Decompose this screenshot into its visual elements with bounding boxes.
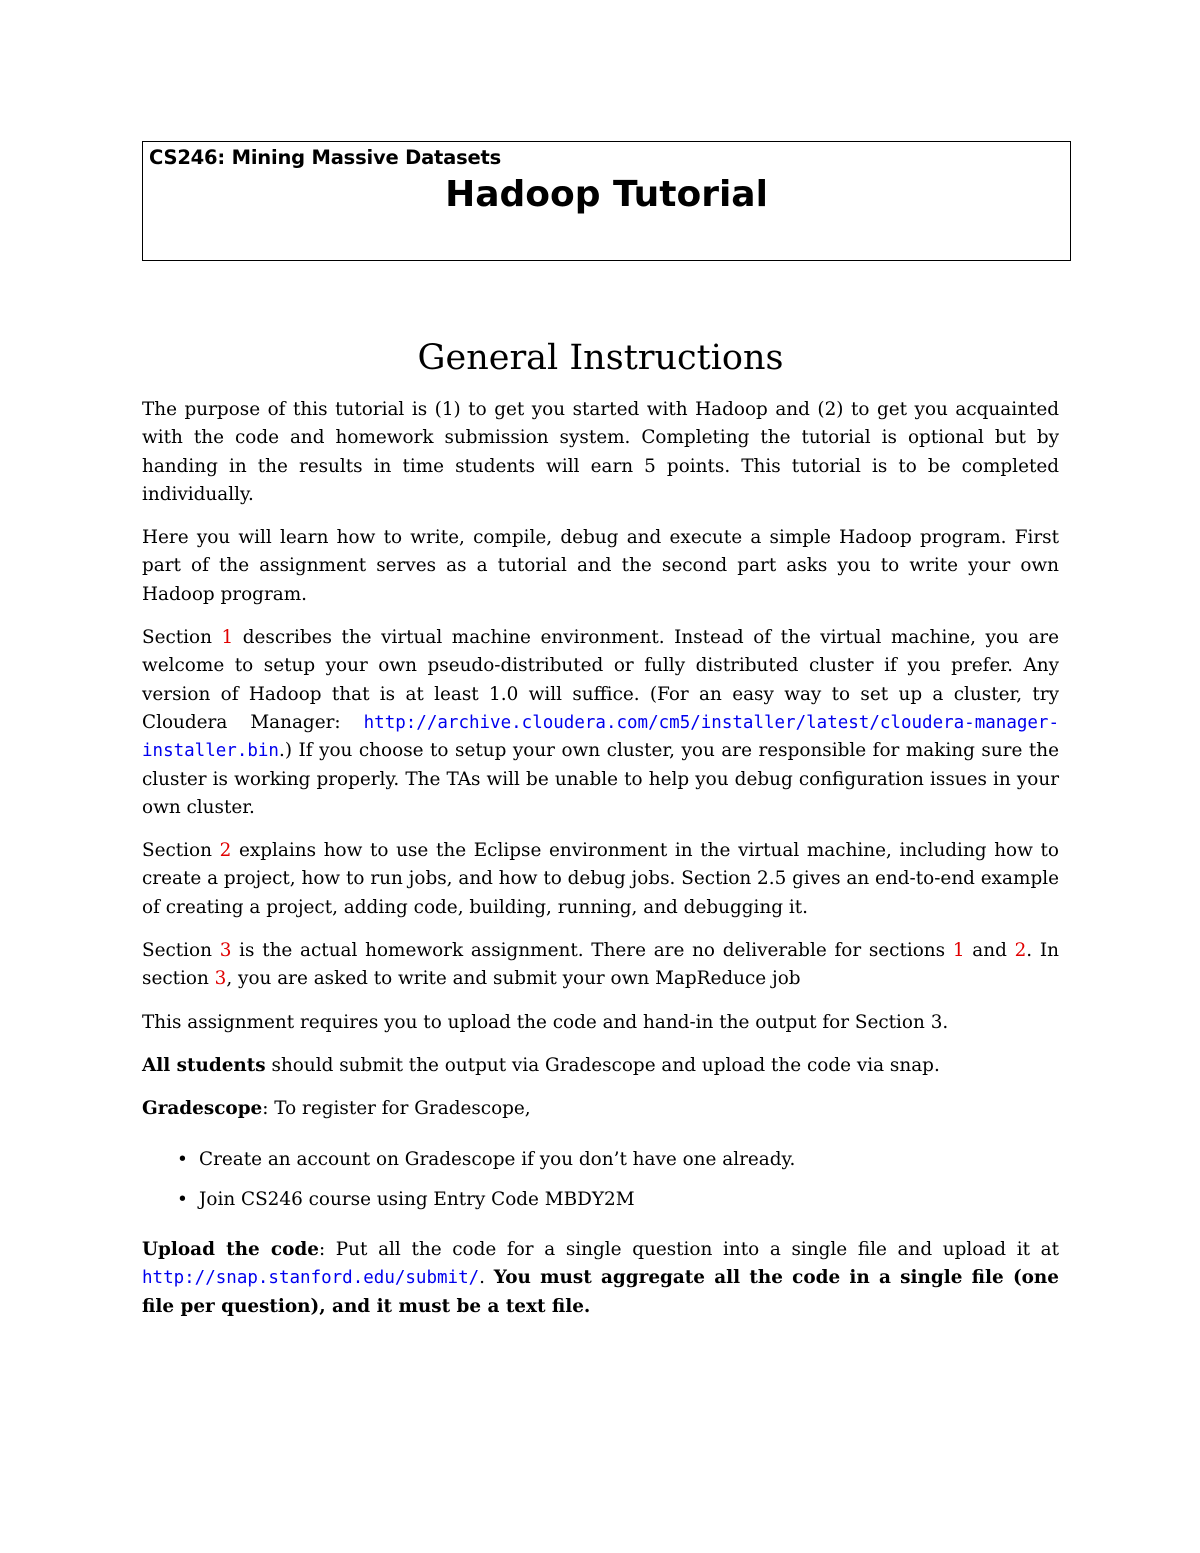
- paragraph-section1: Section 1 describes the virtual machine environment. Instead of the virtual machine, you are welcome to setup your own pseudo-distributed or fully distributed cluster if you prefer. Any version of Hadoop that is at least 1.0 will suffice. (For an easy way to set up a cluster, try Cloudera Manager: http://archive.cloudera.com/cm5/installer/latest/cloudera-manager-installer.bin.) If you choose to setup your own cluster, you are responsible for making sure the cluster is working properly. The TAs will be unable to help you debug configuration issues in your own cluster.: [142, 627, 1059, 818]
- paragraph-students: All students should submit the output via Gradescope and upload the code via snap.: [142, 1054, 940, 1076]
- section-heading: General Instructions: [417, 338, 784, 379]
- paragraph-gradescope: Gradescope: To register for Gradescope,: [142, 1098, 531, 1120]
- section-ref-link[interactable]: 1: [952, 940, 965, 962]
- paragraph-purpose: The purpose of this tutorial is (1) to get you started with Hadoop and (2) to get you acquainted with the code and homework submission system. Completing the tutorial is optional but by handing in the results in time students will earn 5 points. This tutorial is to be completed individually.: [142, 399, 1059, 505]
- paragraph-section2: Section 2 explains how to use the Eclipse environment in the virtual machine, including how to create a project, how to run jobs, and how to debug jobs. Section 2.5 gives an end-to-end example of creating a project, adding code, building, running, and debugging it.: [142, 840, 1059, 918]
- paragraph-upload: Upload the code: Put all the code for a single question into a single file and upload it at http://snap.stanford.edu/submit/. You must aggregate all the code in a single file (one file per question), and it must be a text file.: [142, 1239, 1060, 1317]
- paragraph-learn: Here you will learn how to write, compile, debug and execute a simple Hadoop program. First part of the assignment serves as a tutorial and the second part asks you to write your own Hadoop program.: [142, 527, 1059, 605]
- bullet-icon: •: [177, 1188, 188, 1210]
- snap-submit-link[interactable]: http://snap.stanford.edu/submit/: [142, 1268, 480, 1289]
- document-title: Hadoop Tutorial: [445, 174, 768, 215]
- paragraph-requirements: This assignment requires you to upload the code and hand-in the output for Section 3.: [142, 1011, 949, 1033]
- section-ref-link[interactable]: 1: [221, 627, 234, 649]
- section-ref-link[interactable]: 3: [214, 968, 227, 990]
- cloudera-link[interactable]: http://archive.cloudera.com/cm5/installer/latest/cloudera-manager-installer.bin: [142, 712, 1059, 762]
- document-body: [142, 396, 1059, 1336]
- bullet-icon: •: [177, 1148, 188, 1170]
- header-box: [142, 141, 1071, 261]
- section-ref-link[interactable]: 2: [219, 840, 232, 862]
- course-name: CS246: Mining Massive Datasets: [149, 146, 502, 169]
- paragraph-section3: Section 3 is the actual homework assignment. There are no deliverable for sections 1 and 2. In section 3, you are asked to write and submit your own MapReduce job: [142, 940, 1059, 990]
- list-item: • Join CS246 course using Entry Code MBDY2M: [177, 1186, 1059, 1214]
- section-ref-link[interactable]: 2: [1014, 940, 1027, 962]
- list-item: • Create an account on Gradescope if you don’t have one already.: [177, 1146, 1059, 1174]
- gradescope-steps-list: [142, 1146, 1059, 1215]
- section-ref-link[interactable]: 3: [219, 940, 232, 962]
